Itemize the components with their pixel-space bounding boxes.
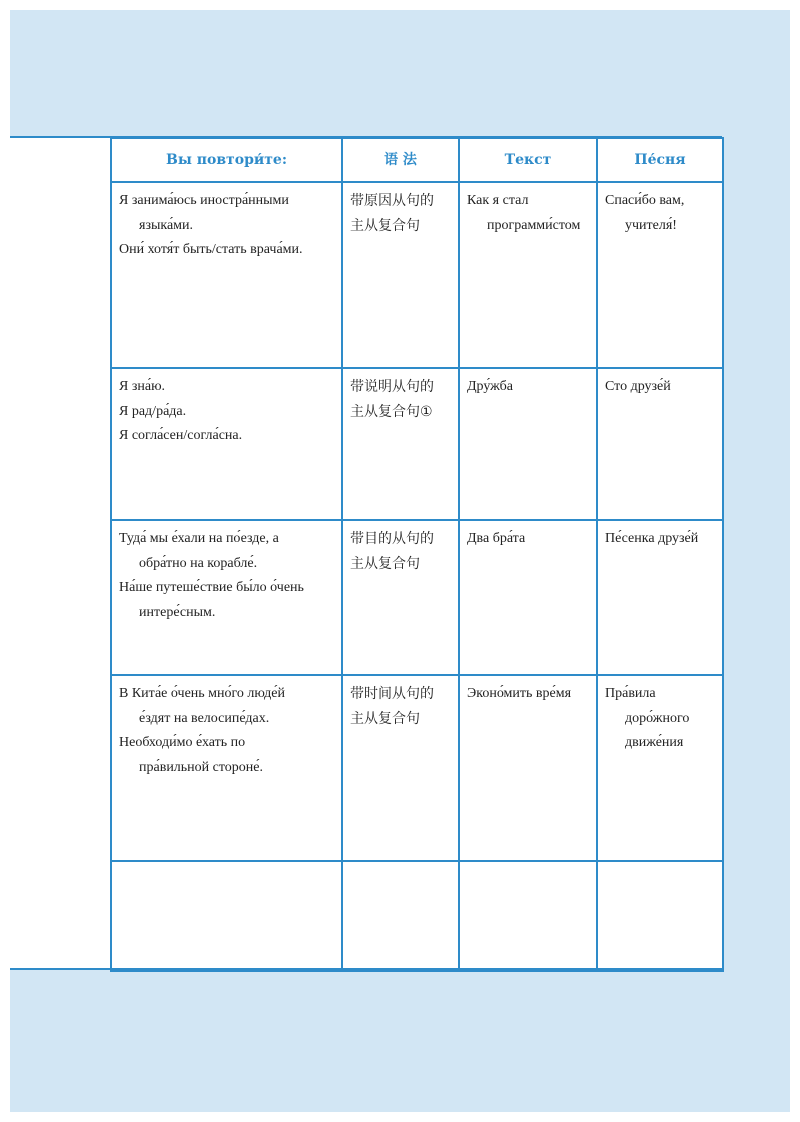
phrase-line: Я согла́сен/согла́сна. [119, 428, 243, 443]
song-line: учителя́! [625, 217, 677, 233]
song-cell [597, 675, 723, 861]
text-line: Два бра́та [467, 531, 526, 546]
song-line: Пе́сенка друзе́й [605, 531, 699, 546]
table-row [111, 182, 723, 368]
empty-cell [459, 861, 597, 971]
song-cell [597, 520, 723, 675]
phrase-line: Я рад/ра́да. [119, 403, 187, 419]
phrases-cell [111, 520, 342, 675]
phrase-line: В Кита́е о́чень мно́го люде́й [119, 686, 285, 701]
song-cell [597, 182, 723, 368]
table-row [111, 520, 723, 675]
phrase-line: языка́ми. [139, 217, 194, 233]
text-line: программи́стом [487, 217, 581, 233]
grammar-line: 带原因从句的 [350, 193, 434, 209]
text-cell [459, 368, 597, 520]
grammar-cell [342, 675, 459, 861]
table-row [111, 368, 723, 520]
grammar-line: 主从复合句 [350, 217, 420, 234]
song-cell [597, 368, 723, 520]
grammar-cell [342, 368, 459, 520]
header-phrases: Вы повтори́те: [111, 138, 342, 182]
song-line: Пра́вила [605, 686, 656, 701]
text-cell [459, 520, 597, 675]
phrase-line: обра́тно на корабле́. [139, 555, 258, 571]
lesson-plan-table [110, 137, 724, 972]
song-line: Сто друзе́й [605, 379, 671, 394]
phrase-line: На́ше путеше́ствие бы́ло о́чень [119, 580, 304, 595]
header-text: Текст [459, 138, 597, 182]
grammar-cell [342, 182, 459, 368]
phrase-line: Я зна́ю. [119, 379, 166, 394]
song-line: движе́ния [625, 735, 684, 750]
table-row [111, 675, 723, 861]
grammar-line: 带目的从句的 [350, 531, 434, 547]
grammar-cell [342, 520, 459, 675]
empty-cell [342, 861, 459, 971]
phrase-line: пра́вильной стороне́. [139, 759, 264, 775]
empty-cell [111, 861, 342, 971]
text-line: Дру́жба [467, 379, 514, 394]
table-header-row [111, 138, 723, 182]
phrase-line: Они́ хотя́т быть/стать врача́ми. [119, 242, 303, 257]
grammar-line: 主从复合句 [350, 555, 420, 572]
phrase-line: Я занима́юсь иностра́нными [119, 193, 289, 208]
phrase-line: Необходи́мо е́хать по [119, 735, 246, 750]
phrases-cell [111, 368, 342, 520]
grammar-line: 主从复合句 [350, 710, 420, 727]
phrase-line: Туда́ мы е́хали на по́езде, а [119, 531, 279, 546]
table-row-empty [111, 861, 723, 971]
empty-cell [597, 861, 723, 971]
text-line: Эконо́мить вре́мя [467, 686, 572, 701]
phrase-line: интере́сным. [139, 604, 216, 620]
text-line: Как я стал [467, 193, 529, 208]
grammar-line: 带说明从句的 [350, 379, 434, 395]
grammar-line: 带时间从句的 [350, 686, 434, 702]
header-song: Пе́сня [597, 138, 723, 182]
grammar-line: 主从复合句① [350, 403, 433, 420]
phrase-line: е́здят на велосипе́дах. [139, 710, 270, 726]
phrases-cell [111, 182, 342, 368]
phrases-cell [111, 675, 342, 861]
header-grammar: 语 法 [342, 138, 459, 182]
song-line: Спаси́бо вам, [605, 193, 685, 208]
text-cell [459, 675, 597, 861]
text-cell [459, 182, 597, 368]
song-line: доро́жного [625, 710, 690, 726]
